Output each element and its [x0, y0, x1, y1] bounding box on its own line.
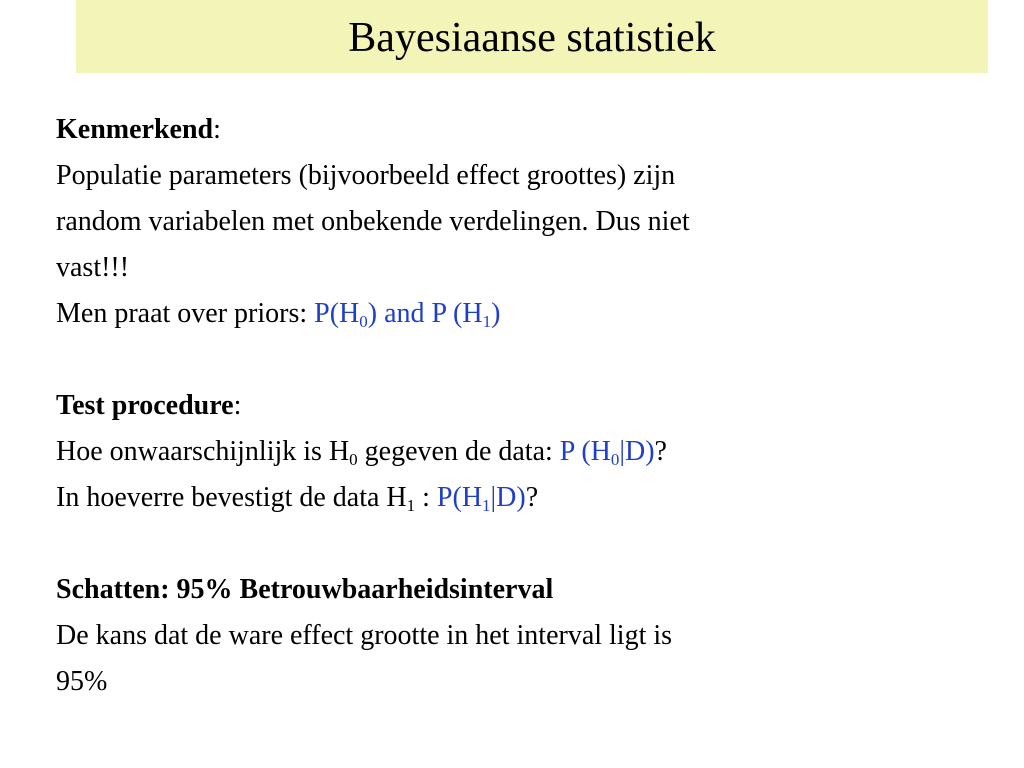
q1-formula: [560, 436, 655, 467]
priors-formula-mid: ) and P (H: [367, 298, 483, 329]
test-heading: Test procedure: [56, 390, 234, 421]
kenmerkend-heading-line: [56, 107, 976, 153]
q2-formula-a: P(H: [436, 482, 483, 513]
priors-line: [56, 291, 976, 337]
q2-formula-b: |D): [490, 482, 526, 513]
kenmerkend-line-2: random variabelen met onbekende verdelingen. Dus niet: [56, 206, 690, 237]
test-heading-line: [56, 383, 976, 429]
priors-formula: [314, 298, 500, 329]
q2-text-b: :: [415, 482, 437, 513]
schatten-heading: Schatten: 95% Betrouwbaarheidsinterval: [56, 574, 554, 605]
q1-sub: 0: [349, 450, 358, 469]
q1-end: ?: [654, 436, 667, 467]
schatten-line-2: 95%: [56, 666, 108, 697]
q1-formula-sub: 0: [610, 450, 620, 469]
q2-formula-sub: 1: [482, 496, 491, 515]
spacer: [56, 337, 976, 383]
q1-text-b: gegeven de data:: [357, 436, 560, 467]
schatten-line-1: De kans dat de ware effect grootte in het interval ligt is: [56, 620, 673, 651]
title-bar: [76, 0, 988, 73]
kenmerkend-line-3: vast!!!: [56, 252, 130, 283]
q2-formula: [437, 482, 526, 513]
q1-formula-b: |D): [619, 436, 655, 467]
q2-sub: 1: [406, 496, 416, 515]
test-colon: :: [233, 390, 242, 421]
spacer: [56, 521, 976, 567]
priors-formula-sub0: 0: [359, 312, 368, 331]
q2-end: ?: [525, 482, 539, 513]
kenmerkend-line-1: Populatie parameters (bijvoorbeeld effect groottes) zijn: [56, 160, 676, 191]
q1-formula-a: P (H: [559, 436, 611, 467]
priors-formula-sub1: 1: [482, 312, 492, 331]
q2-text-a: In hoeverre bevestigt de data H: [56, 482, 407, 513]
q1-text-a: Hoe onwaarschijnlijk is H: [56, 436, 350, 467]
kenmerkend-colon: :: [213, 114, 221, 145]
test-question-1: [56, 429, 976, 475]
kenmerkend-heading: Kenmerkend: [56, 114, 214, 145]
slide-body: [56, 107, 976, 705]
priors-formula-end: ): [491, 298, 501, 329]
test-question-2: [56, 475, 976, 521]
priors-text: Men praat over priors:: [56, 298, 315, 329]
priors-formula-p: P(H: [314, 298, 360, 329]
slide-title: Bayesiaanse statistiek: [348, 14, 716, 61]
